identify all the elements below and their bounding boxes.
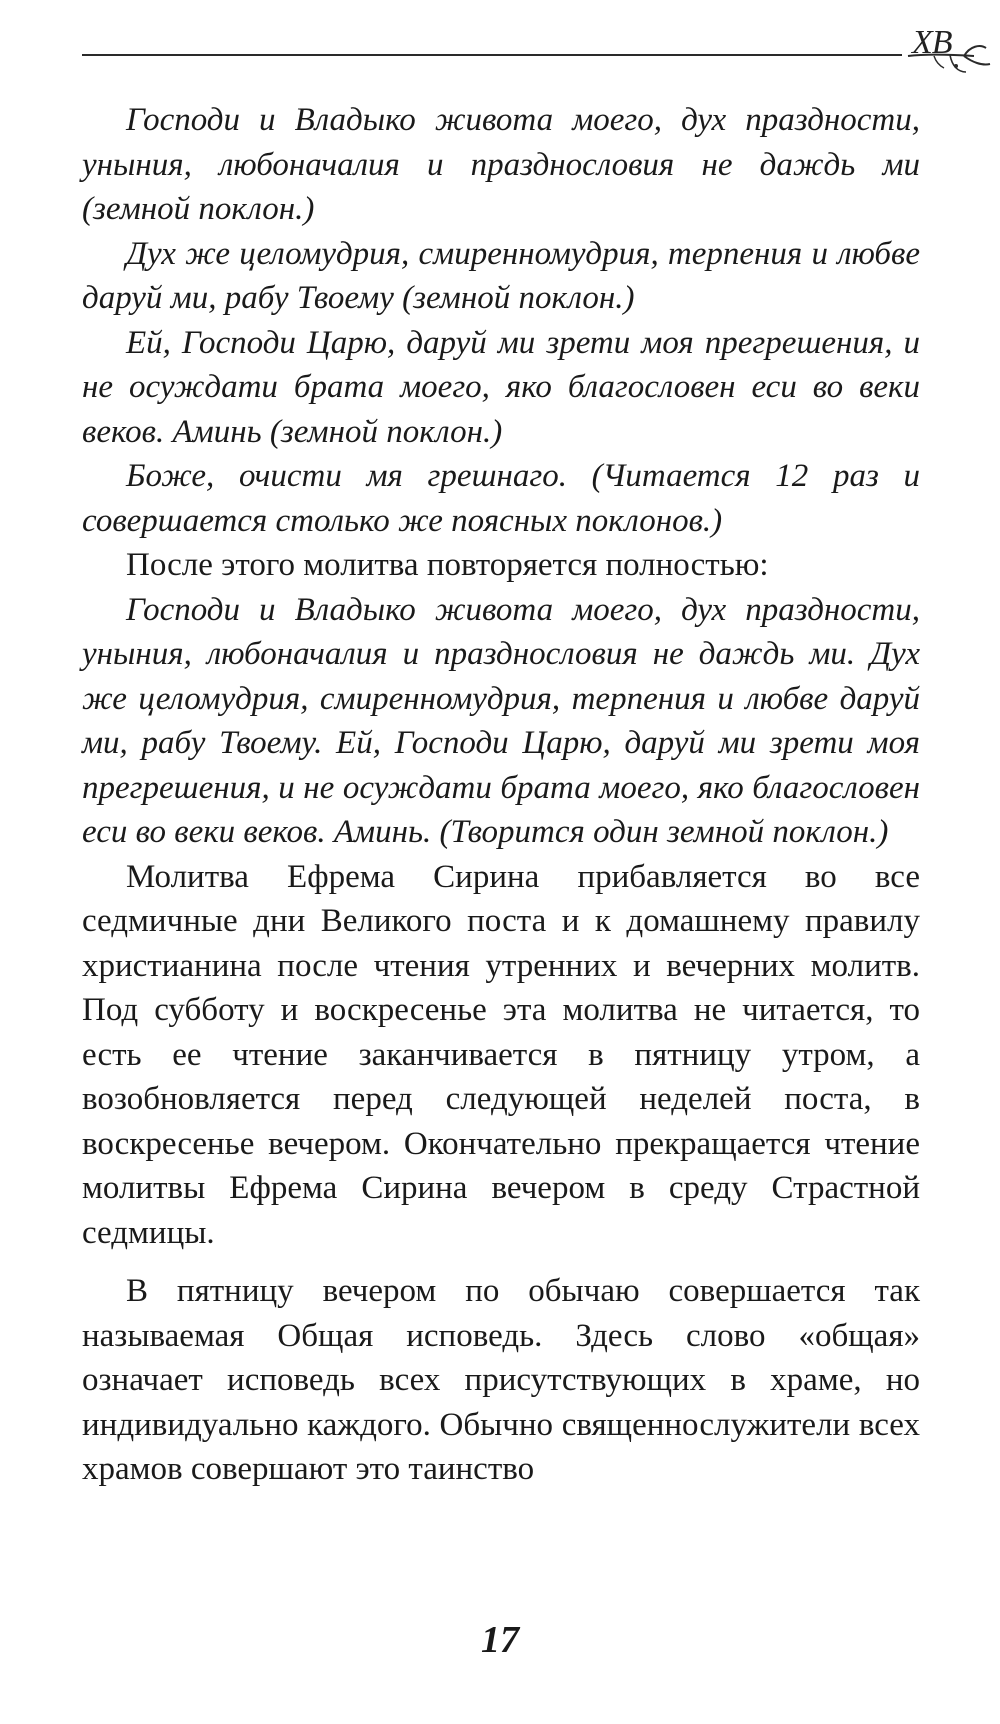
header-rule: [82, 54, 902, 56]
body-paragraph-ephrem: Молитва Ефрема Сирина прибавляется во все седмичные дни Великого поста и к домашнему правилу христианина после чтения утренних и вечерних молитв. Под субботу и воскресенье эта молитва не читается, то есть ее чтение заканчивается в пятницу утром, а возобновляется перед следующей неделей поста, в воскресенье вечером. Окончательно прекращается чтение молитвы Ефрема Сирина вечером в среду Страстной седмицы.: [82, 858, 920, 1251]
prayer-paragraph-3: Ей, Господи Царю, даруй ми зрети моя прегрешения, и не осуждати брата моего, яко благословен еси во веки веков. Аминь (земной поклон.): [82, 324, 920, 450]
prayer-paragraph-1: Господи и Владыко живота моего, дух праздности, уныния, любоначалия и празднословия не даждь ми (земной поклон.): [82, 102, 920, 227]
page-number: 17: [481, 1619, 519, 1661]
floral-flourish-icon: [904, 26, 994, 78]
instruction-paragraph: После этого молитва повторяется полностью:: [126, 547, 769, 583]
full-prayer-paragraph: Господи и Владыко живота моего, дух праздности, уныния, любоначалия и празднословия не даждь ми. Дух же целомудрия, смиренномудрия, терпения и любве даруй ми, рабу Твоему. Ей, Господи Царю, даруй ми зрети моя прегрешения, и не осуждати брата моего, яко благословен еси во веки веков. Аминь. (Творится один земной поклон.): [82, 591, 920, 850]
body-paragraph-confession: В пятницу вечером по обычаю совершается так называемая Общая исповедь. Здесь слово «общая» означает исповедь всех присутствующих в храме, но индивидуально каждого. Обычно священнослужители всех храмов совершают это таинство: [82, 1273, 920, 1487]
prayer-paragraph-4: Боже, очисти мя грешнаго. (Читается 12 раз и совершается столько же поясных поклонов.): [82, 458, 920, 539]
page-header: [82, 18, 982, 78]
header-monogram: ХВ: [912, 24, 952, 61]
prayer-paragraph-2: Дух же целомудрия, смиренномудрия, терпения и любве даруй ми, рабу Твоему (земной поклон.): [82, 235, 920, 316]
page-text: [82, 98, 920, 1492]
